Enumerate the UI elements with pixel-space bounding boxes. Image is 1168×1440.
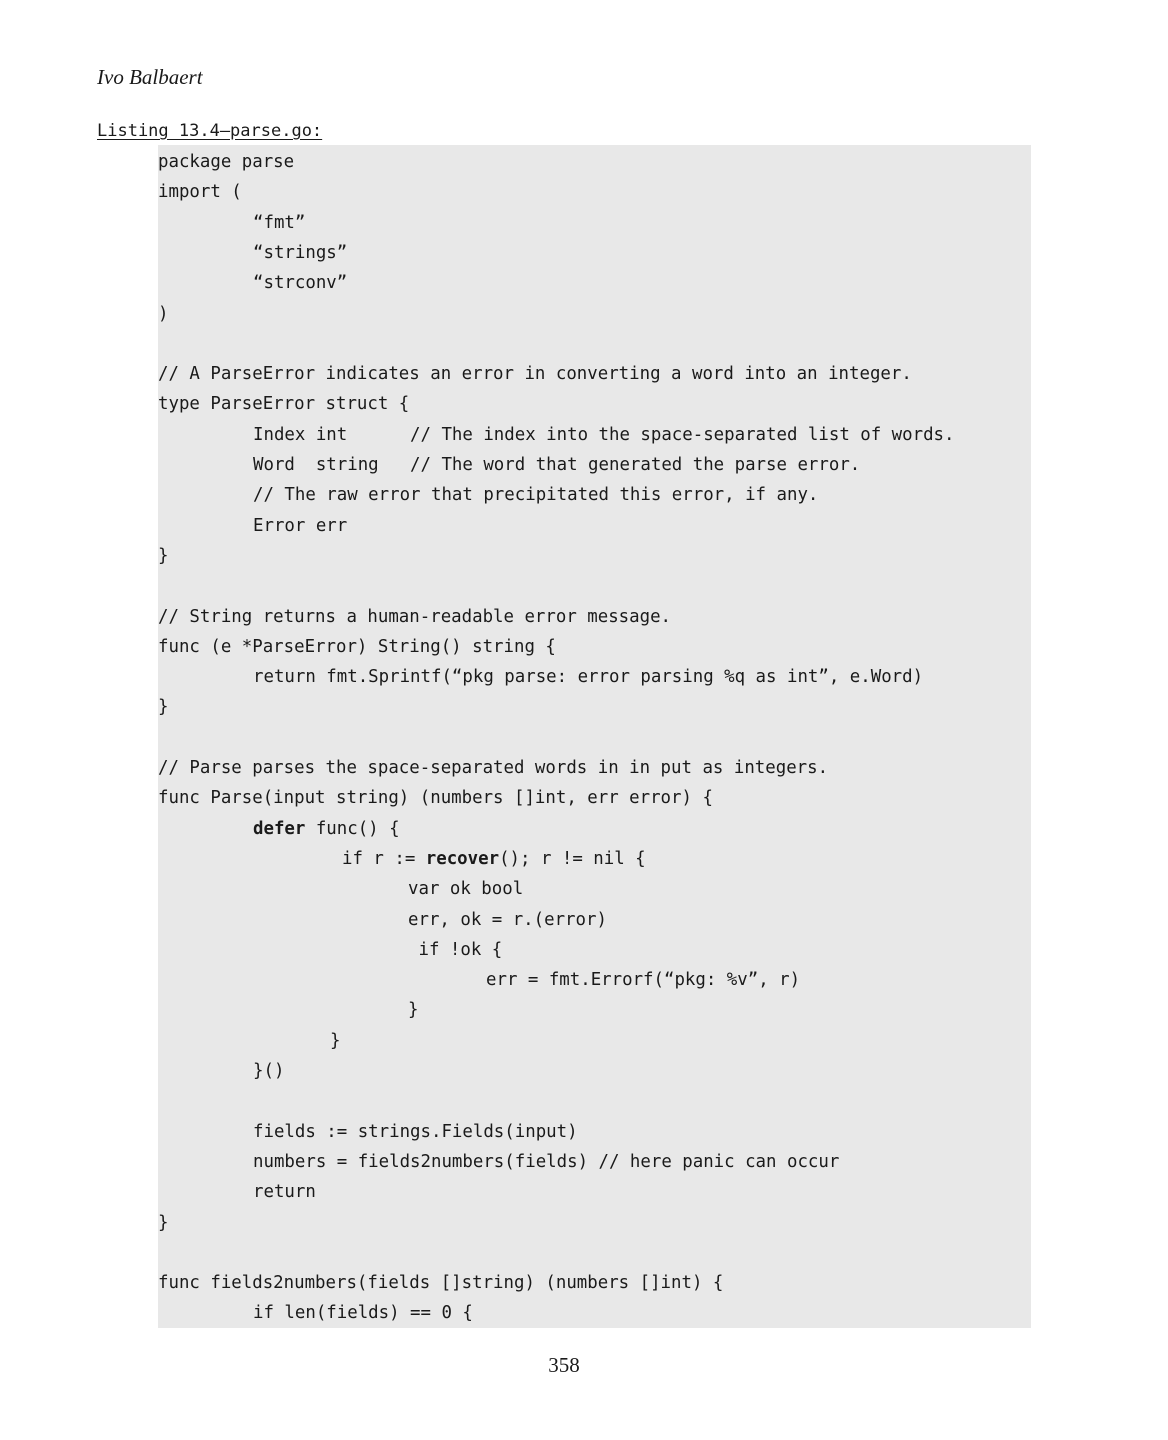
code-line <box>408 905 607 935</box>
code-text: import ( <box>158 182 242 203</box>
running-header-author: Ivo Balbaert <box>97 65 203 89</box>
code-text: err, ok = r.(error) <box>408 909 607 930</box>
code-keyword: defer <box>253 818 306 839</box>
code-line <box>408 874 523 904</box>
code-line <box>158 692 168 722</box>
code-text: } <box>330 1030 341 1051</box>
code-line <box>253 814 400 844</box>
code-line <box>158 602 671 632</box>
code-text: } <box>408 1000 419 1021</box>
code-text: package parse <box>158 152 295 172</box>
code-line <box>408 995 418 1025</box>
code-text: Index int // The index into the space-separated list of words. <box>253 424 955 445</box>
code-text: return <box>253 1182 316 1203</box>
code-listing <box>158 145 1031 1328</box>
code-text: func() { <box>305 818 400 839</box>
code-line <box>158 1208 168 1238</box>
code-line <box>158 359 912 389</box>
code-line <box>253 1298 473 1328</box>
code-text: numbers = fields2numbers(fields) // here panic can occur <box>253 1151 840 1172</box>
code-text: } <box>158 697 169 718</box>
code-text: ) <box>158 303 169 324</box>
code-text: }() <box>253 1061 285 1081</box>
code-text: type ParseError struct { <box>158 394 410 415</box>
code-line <box>408 935 502 965</box>
code-line <box>158 177 242 207</box>
code-line <box>158 753 828 783</box>
code-text: func fields2numbers(fields []string) (numbers []int) { <box>158 1273 724 1294</box>
code-line <box>253 208 305 238</box>
code-text: // Parse parses the space-separated words in in put as integers. <box>158 758 829 778</box>
code-line <box>330 1026 340 1056</box>
code-line <box>342 844 646 874</box>
code-line <box>253 480 818 510</box>
code-line <box>253 450 860 480</box>
code-line <box>158 389 409 419</box>
code-text: var ok bool <box>408 879 524 900</box>
code-line <box>158 541 168 571</box>
code-text: } <box>158 1212 169 1233</box>
listing-caption: Listing 13.4—parse.go: <box>97 121 323 141</box>
code-text: // A ParseError indicates an error in converting a word into an integer. <box>158 364 912 385</box>
code-line <box>253 268 347 298</box>
code-line <box>253 1147 839 1177</box>
code-line <box>158 1268 723 1298</box>
code-line <box>158 783 713 813</box>
code-text: Error err <box>253 515 348 536</box>
page-number: 358 <box>548 1353 580 1377</box>
code-line <box>253 1177 316 1207</box>
code-text: “strconv” <box>253 273 348 294</box>
code-line <box>253 420 955 450</box>
code-line <box>253 238 347 268</box>
code-text: “fmt” <box>253 212 306 233</box>
code-line <box>158 299 168 329</box>
code-text: func (e *ParseError) String() string { <box>158 636 556 657</box>
code-text: } <box>158 545 169 566</box>
code-text: if len(fields) == 0 { <box>253 1303 473 1324</box>
code-line <box>158 147 294 177</box>
code-text: “strings” <box>253 242 348 263</box>
code-text: return fmt.Sprintf(“pkg parse: error parsing %q as int”, e.Word) <box>253 667 924 688</box>
code-text: func Parse(input string) (numbers []int, err error) { <box>158 788 713 809</box>
code-text: err = fmt.Errorf(“pkg: %v”, r) <box>486 970 801 991</box>
code-text: fields := strings.Fields(input) <box>253 1121 578 1142</box>
code-line <box>253 511 347 541</box>
code-line <box>158 632 556 662</box>
code-line <box>253 1056 284 1086</box>
code-text: // The raw error that precipitated this error, if any. <box>253 485 819 506</box>
code-line <box>253 662 923 692</box>
code-text: (); r != nil { <box>499 848 646 869</box>
code-text: Word string // The word that generated the parse error. <box>253 455 861 475</box>
code-text: // String returns a human-readable error message. <box>158 606 672 627</box>
code-line <box>486 965 800 995</box>
code-line <box>253 1117 578 1147</box>
code-keyword: recover <box>425 848 500 869</box>
code-text: if !ok { <box>408 939 503 960</box>
code-text: if r := <box>342 848 426 869</box>
